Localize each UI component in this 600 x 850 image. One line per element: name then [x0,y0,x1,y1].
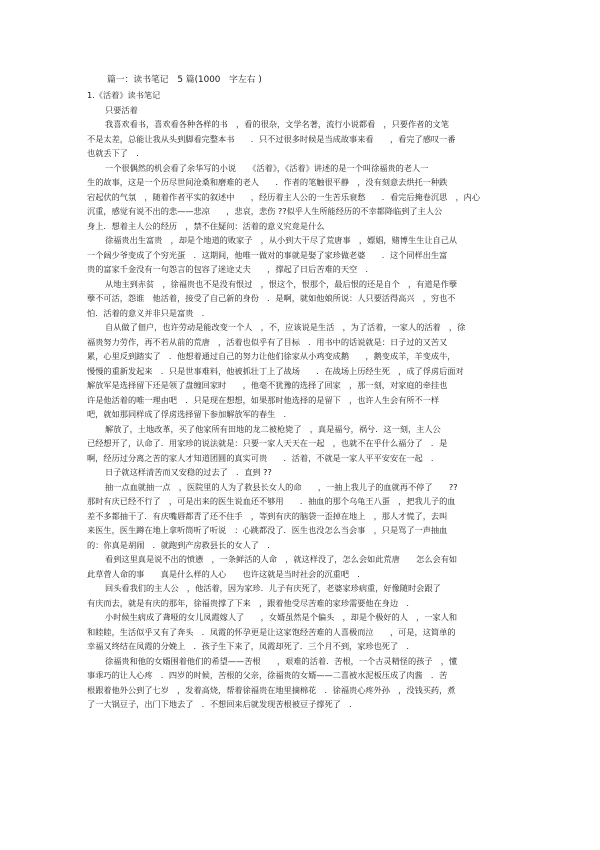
paragraph [87,117,515,161]
text-line: 累，心里反到踏实了 ．他想着通过自己的努力让他们徐家从小鸡变成鹅 ，鹅变成羊，羊变成牛， [87,351,456,361]
text-line: 来医生，医生蹲在地上拿听筒听了听说 ：心跳都没了．医生也没怎么当会事 ，只是骂了一声抽血 [87,525,448,535]
text-line: 根跟着他外公到了七岁 ，发着高烧，帮着徐福贵在地里摘棉花 ．徐福贵心疼外孙 ，没钱买药，煮 [87,684,456,695]
section-heading: 1.《活着》读书笔记 [87,90,161,100]
text-line: 不是太差，总能让我从头到脚看完整本书 ．只不过很多时候是当成故事来看 ，看完了感叹一番 [87,133,456,144]
paragraph [87,610,515,654]
text-line: 差不多都抽干了．有庆嘴唇都青了还不住手 ，等到有庆的脑袋一歪掉在地上 ，那人才慌了，去叫 [87,510,448,521]
text-line: 一个阔少爷变成了个穷光蛋 ．这期间，他唯一做对的事就是娶了家珍做老婆 ．这个同样出生富 [87,249,448,260]
paragraph [87,552,515,581]
section-subtitle: 只要活着 [105,104,138,115]
text-line: 啊，经历过分离之苦的家人才知道团圆的真实可贵 ．活着，不就是一家人平平安安在一起 . [87,452,434,463]
text-line: 从地主到赤贫 ，徐福贵也不是没有恨过 ，恨这个，恨那个，最后恨的还是自个 ，有道是作孽 [105,278,458,289]
text-line: 自从做了佃户，也许劳动是能改变一个人 ，不，应该说是生活 ，为了活着，一家人的活着 ，徐 [105,322,466,332]
text-line: 沉重，感觉有说不出的悲——悲凉 ，悲哀，悲伤 ??似乎人生所能经历的不幸都降临到了主人公 [87,206,443,216]
text-line: 福贵努力劳作，再不若从前的荒唐 ，活着也似乎有了目标 ．用书中的话说就是：日子过的又苦又 [87,336,448,347]
text-line: 有庆而去，就是有庆的那年，徐福贵撑了下来 ，跟着他受尽苦难的家珍需要他在身边 . [87,597,409,608]
text-line: 此草菅人命的事 真是什么样的人心 也许这就是当时社会的沉重吧 . [87,568,360,579]
text-line: 看到这里真是说不出的愤懑 ，一条鲜活的人命 ，就这样没了，怎么会如此荒唐 怎么会有如 [105,554,458,564]
text-line: 已经想开了，认命了．用家珍的说法就是：只要一家人天天在一起 ，也就不在乎什么福分了 ．是 [87,438,448,448]
text-line: 贵的富家千金没有一句怨言的包容了迷途丈夫 ，撑起了日后苦难的天空 . [87,264,368,274]
paragraph [87,161,515,234]
text-line: 我喜欢看书，喜欢看各种各样的书 ，看的很杂，文学名著，流行小说都看 ，只要作者的文笔 [105,119,449,129]
paragraph [87,233,515,277]
text-line: 一个很偶然的机会看了余华写的小说 《活着》，《活着》讲述的是一个叫徐福贵的老人一 [105,162,429,173]
text-line: 怕．活着的意义并非只是富贵 . [87,307,205,318]
text-line: 幸福又终结在凤霞的分娩上 ．孩子生下来了，凤霞却死了．三个月不到，家珍也死了 . [87,641,409,651]
text-line: 宕起伏的气氛 ，随着作者平实的叙述中 ，经历着主人公的一生苦乐衰愁 ．看完后掩卷沉思 ，内心 [87,191,481,202]
text-line: 了一大锅豆子，出门下地去了 ．不想回来后就发现苦根被豆子撑死了 . [87,699,352,709]
text-line: 解放了，土地改革，买了他家所有田地的龙二被枪毙了 ，真是福兮，祸兮．这一刻，主人公 [105,423,441,434]
text-line: 徐福贵和他的女婿围着他们的希望——苦根 ，艰难的活着．苦根，一个古灵精怪的孩子 ，懂 [105,655,458,666]
text-line: 的：你真是胡闹 ．就跑到产房救县长的女人了 . [87,539,270,550]
text-line: 徐福贵出生富贵 ，却是个地道的败家子 ，从小到大干尽了荒唐事 ，嫖娼，赌博生生让自己从 [105,235,458,245]
text-line: 日子就这样清苦而又安稳的过去了 ．直到 ?? [105,467,272,477]
paragraph [87,581,515,610]
text-line: 慢慢的重新发起来 ．只是世事难料，他被抓壮丁上了战场 ．在战场上历经生死 ，成了俘虏后面对 [87,365,464,376]
text-line: 孽不可活，怨谁 他活着，接受了自己新的身份 ．是啊，就如他娘所说：人只要活得高兴 ，穷也不 [87,293,456,303]
text-line: 抽一点血就抽一点 ，医院里的人为了救县长女人的命 ，一抽上我儿子的血就再不停了 ?? [105,481,458,492]
document-title: 篇一：读书笔记 5 篇(1000 字左右 ) [107,75,262,85]
paragraph [87,320,515,422]
text-line: 身上．想着主人公的经历 ，禁不住疑问：活着的意义究竟是什么 [87,220,325,231]
text-line: 生的故事，这是一个历尽世间沧桑和磨难的老人 ．作者的笔触很平静 ，没有刻意去烘托一种跌 [87,177,448,187]
text-line: 解放军是选择留下还是领了盘缠回家时 ，他毫不犹豫的选择了回家 ，那一刻，对家庭的牵挂也 [87,380,448,390]
text-line: 小时候生病成了聋哑的女儿凤霞嫁人了 ，女婿虽然是个偏头 ，却是个极好的人 ，一家人和 [105,612,458,622]
paragraph [87,422,515,466]
text-line: 事乖巧的让人心疼 ．四岁的时候，苦根的父亲，徐福贵的女婿——二喜被水泥板压成了肉酱 ．苦 [87,670,448,680]
paragraph [87,654,515,712]
text-line: 吧，就如那同样成了俘虏选择留下参加解放军的春生 . [87,409,287,419]
paragraphs [87,117,515,712]
text-line: 那时有庆已经不行了 ，可是出来的医生说血还不够用 ．抽血的那个乌龟王八蛋 ，把我儿子的血 [87,496,456,506]
text-line: 回头看我们的主人公 ，他活着，因为家珍．儿子有庆死了，老婆家珍病重，好像随时会跟了 [105,583,441,593]
paragraph [87,480,515,553]
paragraph [87,277,515,321]
paragraph [87,465,515,480]
text-line: 也就丢下了 . [87,148,139,158]
document-body [87,73,515,712]
text-line: 和睦睦，生活似乎又有了奔头 ．凤霞的怀孕更是让这家饱经苦难的人喜极而泣 ，可是，这简单的 [87,626,456,637]
text-line: 许是他活着的唯一理由吧 ．只是现在想想，如果那时他选择的是留下 ，也许人生会有所不一样 [87,394,440,405]
